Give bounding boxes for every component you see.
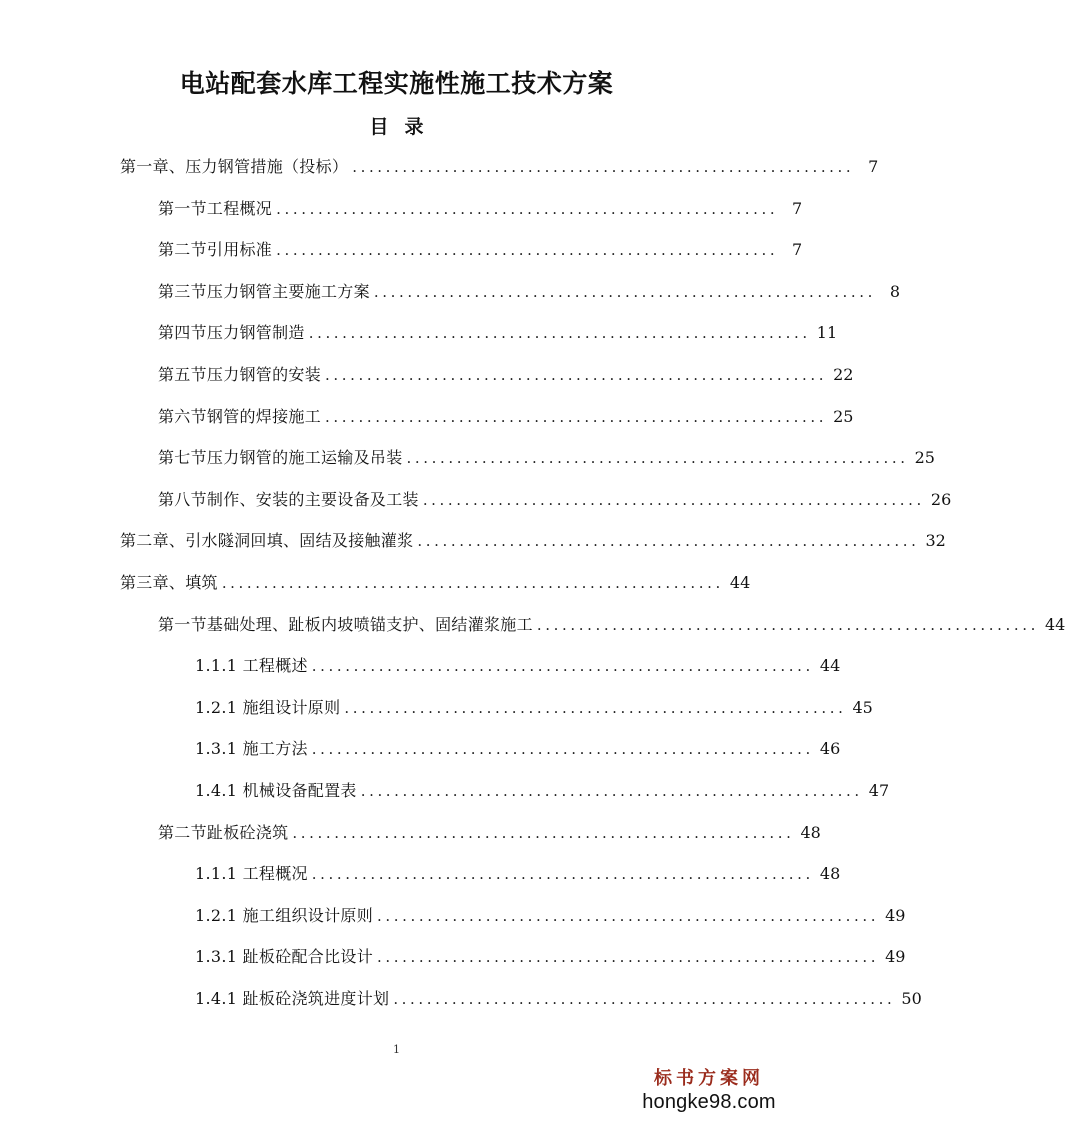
- toc-dot-leader: ............................................................: [393, 990, 896, 1008]
- toc-entry[interactable]: [158, 443, 935, 473]
- toc-entry-page-number: 46: [819, 739, 841, 759]
- toc-entry-label: 1.1.1 工程概况: [195, 864, 308, 884]
- toc-dot-leader: ............................................................: [417, 532, 920, 551]
- toc-entry[interactable]: [195, 859, 841, 889]
- toc-entry[interactable]: [120, 152, 879, 182]
- toc-entry[interactable]: [195, 693, 873, 723]
- toc-entry-page-number: 49: [885, 947, 906, 967]
- toc-entry-label: 第八节制作、安装的主要设备及工装: [158, 489, 419, 509]
- toc-entry-page-number: 7: [868, 157, 879, 176]
- toc-dot-leader: ............................................................: [536, 615, 1039, 634]
- toc-entry-label: 1.2.1 施工组织设计原则: [195, 905, 373, 925]
- toc-entry-page-number: 48: [800, 822, 821, 842]
- toc-entry[interactable]: [158, 610, 1065, 640]
- toc-entry[interactable]: [195, 734, 841, 764]
- toc-entry[interactable]: [158, 485, 952, 515]
- toc-dot-leader: ............................................................: [377, 948, 880, 967]
- toc-entry-label: 第四节压力钢管制造: [158, 323, 305, 343]
- toc-entry-page-number: 8: [889, 281, 900, 301]
- toc-entry[interactable]: [120, 526, 946, 556]
- toc-entry-page-number: 45: [852, 697, 873, 717]
- toc-entry-label: 1.2.1 施组设计原则: [195, 697, 341, 717]
- toc-entry-label: 第二章、引水隧洞回填、固结及接触灌浆: [120, 531, 414, 551]
- toc-entry-page-number: 22: [833, 365, 854, 384]
- toc-entry[interactable]: [158, 402, 854, 432]
- toc-entry-label: 第三章、填筑: [120, 573, 218, 592]
- footer-page-number: 1: [393, 1043, 400, 1056]
- toc-entry-label: 第二节趾板砼浇筑: [158, 822, 289, 842]
- toc-entry-page-number: 44: [729, 573, 751, 592]
- toc-entry[interactable]: [158, 194, 803, 224]
- toc-entry-page-number: 48: [819, 864, 841, 884]
- toc-heading: 目录: [369, 116, 440, 138]
- toc-entry[interactable]: [195, 651, 841, 681]
- toc-dot-leader: ............................................................: [360, 782, 863, 800]
- toc-dot-leader: ............................................................: [311, 865, 814, 884]
- toc-entry-page-number: 47: [868, 781, 890, 800]
- toc-entry[interactable]: [195, 776, 890, 806]
- toc-dot-leader: ............................................................: [221, 574, 724, 592]
- toc-entry-page-number: 49: [885, 905, 906, 925]
- toc-entry-label: 第二节引用标准: [158, 240, 273, 260]
- toc-entry-label: 第六节钢管的焊接施工: [158, 406, 322, 426]
- toc-dot-leader: ............................................................: [406, 449, 909, 468]
- watermark-url-text: hongke98.com: [642, 1091, 776, 1113]
- toc-dot-leader: ............................................................: [422, 490, 925, 509]
- toc-entry[interactable]: [195, 901, 906, 931]
- toc-entry-label: 1.3.1 施工方法: [195, 739, 308, 759]
- toc-entry-page-number: 50: [901, 989, 922, 1008]
- toc-entry[interactable]: [120, 568, 751, 598]
- toc-entry-page-number: 26: [930, 489, 952, 509]
- toc-dot-leader: ............................................................: [373, 282, 876, 301]
- toc-entry-page-number: 25: [833, 406, 854, 426]
- toc-entry[interactable]: [158, 235, 803, 265]
- watermark-cn-text: 标书方案网: [654, 1068, 764, 1089]
- toc-entry-label: 1.3.1 趾板砼配合比设计: [195, 947, 373, 967]
- toc-entry-page-number: 7: [792, 198, 803, 218]
- toc-entry[interactable]: [195, 942, 906, 972]
- toc-entry-label: 第一节基础处理、趾板内坡喷锚支护、固结灌浆施工: [158, 614, 533, 634]
- toc-entry-page-number: 44: [1045, 614, 1065, 634]
- toc-entry-label: 1.1.1 工程概述: [195, 656, 308, 676]
- toc-dot-leader: ............................................................: [276, 199, 779, 218]
- watermark-logo: [639, 1068, 779, 1114]
- toc-dot-leader: ............................................................: [377, 906, 880, 925]
- toc-entry-page-number: 32: [925, 531, 946, 551]
- toc-entry-page-number: 11: [816, 323, 838, 343]
- toc-entry[interactable]: [158, 360, 854, 390]
- toc-entry-label: 第五节压力钢管的安装: [158, 365, 322, 384]
- toc-dot-leader: ............................................................: [352, 158, 855, 176]
- toc-dot-leader: ............................................................: [311, 740, 814, 759]
- toc-dot-leader: ............................................................: [276, 241, 779, 260]
- toc-entry[interactable]: [195, 984, 922, 1014]
- toc-dot-leader: ............................................................: [311, 657, 814, 676]
- toc-entry[interactable]: [158, 277, 900, 307]
- toc-entry-label: 1.4.1 机械设备配置表: [195, 781, 357, 800]
- toc-entry-label: 第七节压力钢管的施工运输及吊装: [158, 448, 403, 468]
- toc-entry-label: 第一章、压力钢管措施（投标）: [120, 157, 349, 176]
- toc-entry-label: 第一节工程概况: [158, 198, 273, 218]
- toc-entry-page-number: 7: [792, 240, 803, 260]
- toc-dot-leader: ............................................................: [344, 698, 847, 717]
- toc-entry-page-number: 25: [914, 448, 935, 468]
- toc-entry[interactable]: [158, 818, 821, 848]
- toc-dot-leader: ............................................................: [308, 324, 811, 343]
- document-title: 电站配套水库工程实施性施工技术方案: [179, 69, 614, 98]
- toc-dot-leader: ............................................................: [292, 823, 795, 842]
- toc-dot-leader: ............................................................: [325, 407, 828, 426]
- toc-entry[interactable]: [158, 318, 838, 348]
- toc-dot-leader: ............................................................: [325, 366, 828, 384]
- toc-entry-label: 第三节压力钢管主要施工方案: [158, 281, 370, 301]
- toc-entry-label: 1.4.1 趾板砼浇筑进度计划: [195, 989, 390, 1008]
- toc-entry-page-number: 44: [819, 656, 841, 676]
